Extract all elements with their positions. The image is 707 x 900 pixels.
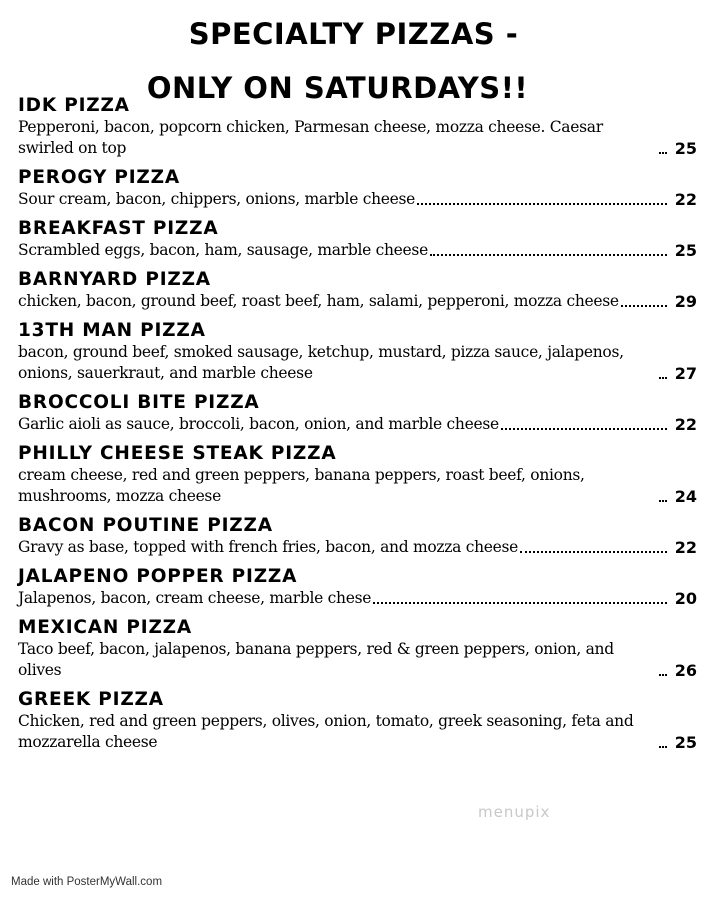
menu-item (18, 95, 697, 159)
item-description: cream cheese, red and green peppers, banana peppers, roast beef, onions, mushrooms, mozza cheese (18, 466, 585, 505)
item-name: GREEK PIZZA (18, 689, 164, 710)
item-price: 20 (674, 589, 697, 608)
item-description: Jalapenos, bacon, cream cheese, marble chese (18, 589, 372, 607)
item-description: chicken, bacon, ground beef, roast beef, ham, salami, pepperoni, mozza cheese (18, 292, 619, 310)
dot-leader (621, 305, 667, 307)
item-row (18, 537, 697, 558)
item-name: BACON POUTINE PIZZA (18, 515, 273, 536)
dot-leader (501, 428, 667, 430)
menu-item (18, 320, 697, 384)
menu-item (18, 218, 697, 261)
item-price: 25 (674, 733, 697, 752)
dot-leader (659, 674, 667, 676)
item-price: 24 (674, 487, 697, 506)
item-description: Taco beef, bacon, jalapenos, banana peppers, red & green peppers, onion, and olives (18, 640, 614, 679)
item-description: bacon, ground beef, smoked sausage, ketchup, mustard, pizza sauce, jalapenos, onions, sauerkraut, and marble cheese (18, 343, 624, 382)
item-row (18, 240, 697, 261)
item-row (18, 117, 697, 159)
item-description: Pepperoni, bacon, popcorn chicken, Parmesan cheese, mozza cheese. Caesar swirled on top (18, 118, 603, 157)
item-name: IDK PIZZA (18, 95, 130, 116)
item-description: Sour cream, bacon, chippers, onions, marble cheese (18, 190, 416, 208)
menu-item (18, 443, 697, 507)
dot-leader (659, 152, 667, 154)
item-price: 27 (674, 364, 697, 383)
item-price: 22 (674, 190, 697, 209)
watermark: menupix (478, 803, 551, 821)
item-row (18, 342, 697, 384)
menu-item (18, 167, 697, 210)
item-description: Gravy as base, topped with french fries, bacon, and mozza cheese (18, 538, 519, 556)
item-row (18, 189, 697, 210)
item-name: MEXICAN PIZZA (18, 617, 193, 638)
dot-leader (430, 254, 667, 256)
dot-leader (659, 500, 667, 502)
dot-leader (417, 203, 667, 205)
menu-item (18, 515, 697, 558)
item-row (18, 639, 697, 681)
page-title-line-2: ONLY ON SATURDAYS!! (146, 71, 529, 105)
menu-item (18, 617, 697, 681)
item-row (18, 711, 697, 753)
item-price: 22 (674, 538, 697, 557)
item-description: Garlic aioli as sauce, broccoli, bacon, onion, and marble cheese (18, 415, 499, 433)
item-row (18, 414, 697, 435)
item-row (18, 588, 697, 609)
item-price: 25 (674, 241, 697, 260)
item-row (18, 465, 697, 507)
item-name: BROCCOLI BITE PIZZA (18, 392, 260, 413)
item-row (18, 291, 697, 312)
menu-item (18, 689, 697, 753)
footer-credit: Made with PosterMyWall.com (11, 876, 163, 888)
menu-item (18, 566, 697, 609)
item-price: 22 (674, 415, 697, 434)
item-price: 29 (674, 292, 697, 311)
item-description: Chicken, red and green peppers, olives, onion, tomato, greek seasoning, feta and mozzarella cheese (18, 712, 634, 751)
item-name: BREAKFAST PIZZA (18, 218, 219, 239)
item-name: 13TH MAN PIZZA (18, 320, 206, 341)
item-name: BARNYARD PIZZA (18, 269, 211, 290)
page-title-line-1: SPECIALTY PIZZAS - (188, 17, 519, 51)
menu-item (18, 392, 697, 435)
dot-leader (659, 746, 667, 748)
item-name: PHILLY CHEESE STEAK PIZZA (18, 443, 337, 464)
dot-leader (520, 551, 667, 553)
item-description: Scrambled eggs, bacon, ham, sausage, marble cheese (18, 241, 428, 259)
item-name: PEROGY PIZZA (18, 167, 180, 188)
item-price: 26 (674, 661, 697, 680)
dot-leader (373, 602, 667, 604)
menu-list (18, 95, 697, 753)
dot-leader (659, 377, 667, 379)
item-price: 25 (674, 139, 697, 158)
item-name: JALAPENO POPPER PIZZA (18, 566, 298, 587)
menu-item (18, 269, 697, 312)
